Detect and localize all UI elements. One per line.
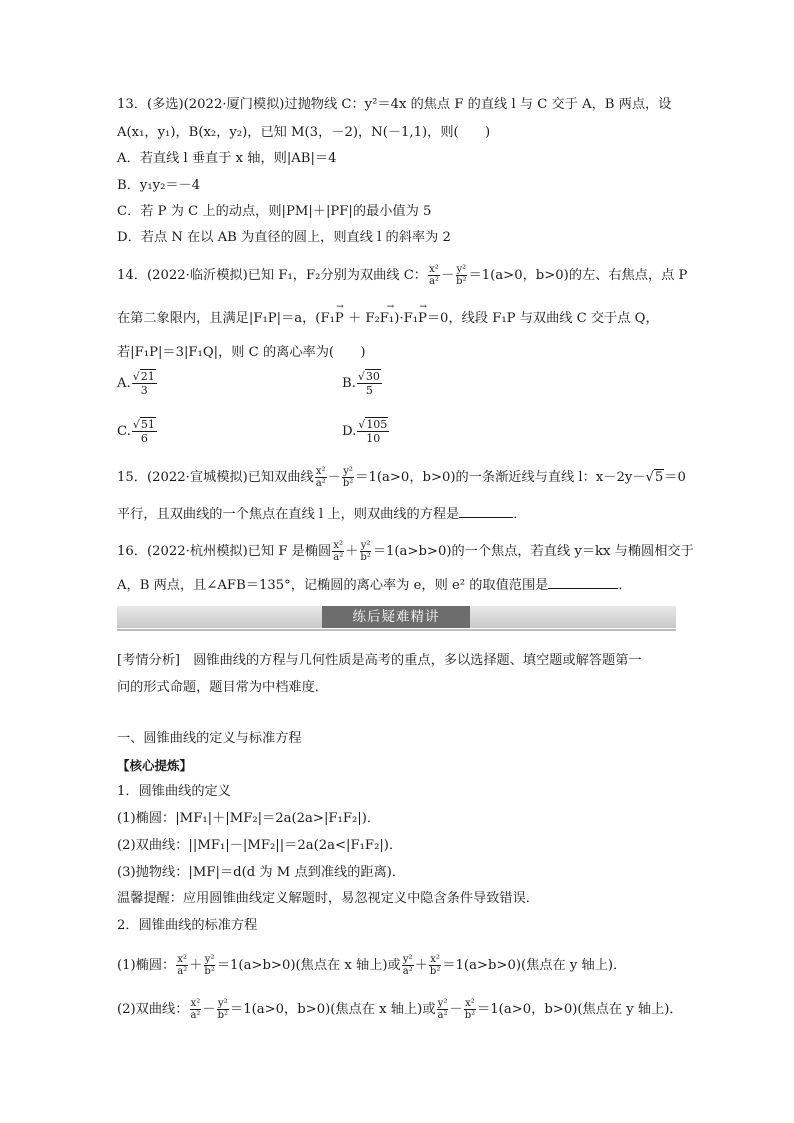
section-heading: 一、圆锥曲线的定义与标准方程	[117, 731, 302, 746]
analysis-line1: [考情分析] 圆锥曲线的方程与几何性质是高考的重点，多以选择题、填空题或解答题第一	[117, 653, 642, 668]
analysis-line2: 问的形式命题，题目常为中档难度．	[117, 680, 328, 695]
definition-hyperbola: (2)双曲线：||MF₁|－|MF₂||＝2a(2a<|F₁F₂|)．	[117, 838, 403, 853]
q16-line2: A，B 两点，且∠AFB＝135°，记椭圆的离心率为 e，则 e² 的取值范围是 ．	[117, 578, 632, 593]
fraction: $\frac{\text{y²}}{\text{b²}}$	[456, 264, 467, 287]
q15-line2: 平行，且双曲线的一个焦点在直线 l 上，则双曲线的方程是 ．	[117, 507, 527, 522]
q14-choice-d: D. $\frac{√105}{10}$	[342, 418, 388, 445]
vector-f1p: → F₁P	[403, 302, 427, 326]
q14-choice-a: A. $\frac{√21}{3}$	[117, 370, 155, 397]
q15-line1: 15．(2022·宣城模拟)已知双曲线 $\frac{\text{x²}}{\text{a²}}$ － $\frac{\text{y²}}{\text{b²}}$ ＝1(a>0，b>0)的一条渐近线与直线 l：x－2y－√5＝0	[117, 466, 686, 489]
answer-blank[interactable]	[459, 505, 513, 518]
q14-choice-b: B. $\frac{√30}{5}$	[342, 370, 380, 397]
definition-heading: 1．圆锥曲线的定义	[117, 784, 231, 799]
vector-f1p: → F₁P	[320, 302, 344, 326]
q14-line2: 在第二象限内，且满足|F₁P|＝a，( → F₁P ＋ → F₂F₁)· → F₁P＝0，线段 F₁P 与双曲线 C 交于点 Q，	[117, 302, 659, 326]
q14-line3: 若|F₁P|＝3|F₁Q|，则 C 的离心率为( )	[117, 345, 366, 360]
vector-f2f1: → F₂F₁	[365, 302, 395, 326]
standard-eq-heading: 2．圆锥曲线的标准方程	[117, 918, 258, 933]
tip-line: 温馨提醒：应用圆锥曲线定义解题时，易忽视定义中隐含条件导致错误．	[117, 891, 539, 906]
q13-line1: 13．(多选)(2022·厦门模拟)过抛物线 C：y²＝4x 的焦点 F 的直线 l 与 C 交于 A，B 两点，设	[117, 97, 672, 112]
q16-line1: 16．(2022·杭州模拟)已知 F 是椭圆 $\frac{\text{x²}}{\text{a²}}$ ＋ $\frac{\text{y²}}{\text{b²}}$ ＝1(a>b>0)的一个焦点，若直线 y＝kx 与椭圆相交于	[117, 540, 694, 563]
fraction: $\frac{\text{x²}}{\text{a²}}$	[428, 264, 439, 287]
answer-blank[interactable]	[548, 576, 618, 589]
core-points-label: 【核心提炼】	[117, 758, 193, 773]
q13-option-d: D．若点 N 在以 AB 为直径的圆上，则直线 l 的斜率为 2	[117, 230, 451, 245]
definition-parabola: (3)抛物线：|MF|＝d(d 为 M 点到准线的距离)．	[117, 865, 406, 880]
q13-option-b: B．y₁y₂＝－4	[117, 178, 201, 193]
standard-eq-hyperbola: (2)双曲线： $\frac{\text{x²}}{\text{a²}}$ － $\frac{\text{y²}}{\text{b²}}$ ＝1(a>0，b>0)(焦点在 x 轴上)或 $\frac{\text{y²}}{\text{a²}}$ － $\frac{\text{x²}}{\text{b²}}$ ＝1(a>0，b>0)(焦点在 y 轴上)．	[117, 998, 683, 1021]
q13-option-a: A．若直线 l 垂直于 x 轴，则|AB|＝4	[117, 151, 337, 166]
section-banner-underline	[117, 629, 676, 631]
definition-ellipse: (1)椭圆：|MF₁|＋|MF₂|＝2a(2a>|F₁F₂|)．	[117, 811, 381, 826]
section-banner-title: 练后疑难精讲	[322, 606, 470, 628]
q13-line2: A(x₁，y₁)，B(x₂，y₂)，已知 M(3，－2)，N(－1,1)，则( )	[117, 125, 491, 140]
q14-line1: 14．(2022·临沂模拟)已知 F₁，F₂分别为双曲线 C： $\frac{\text{x²}}{\text{a²}}$ － $\frac{\text{y²}}{\text{b²}}$ ＝1(a>0，b>0)的左、右焦点，点 P	[117, 264, 688, 287]
standard-eq-ellipse: (1)椭圆： $\frac{\text{x²}}{\text{a²}}$ ＋ $\frac{\text{y²}}{\text{b²}}$ ＝1(a>b>0)(焦点在 x 轴上)或 $\frac{\text{y²}}{\text{a²}}$ ＋ $\frac{\text{x²}}{\text{b²}}$ ＝1(a>b>0)(焦点在 y 轴上)．	[117, 954, 627, 977]
q13-option-c: C．若 P 为 C 上的动点，则|PM|＋|PF|的最小值为 5	[117, 204, 432, 219]
q14-choice-c: C. $\frac{√51}{6}$	[117, 418, 155, 445]
